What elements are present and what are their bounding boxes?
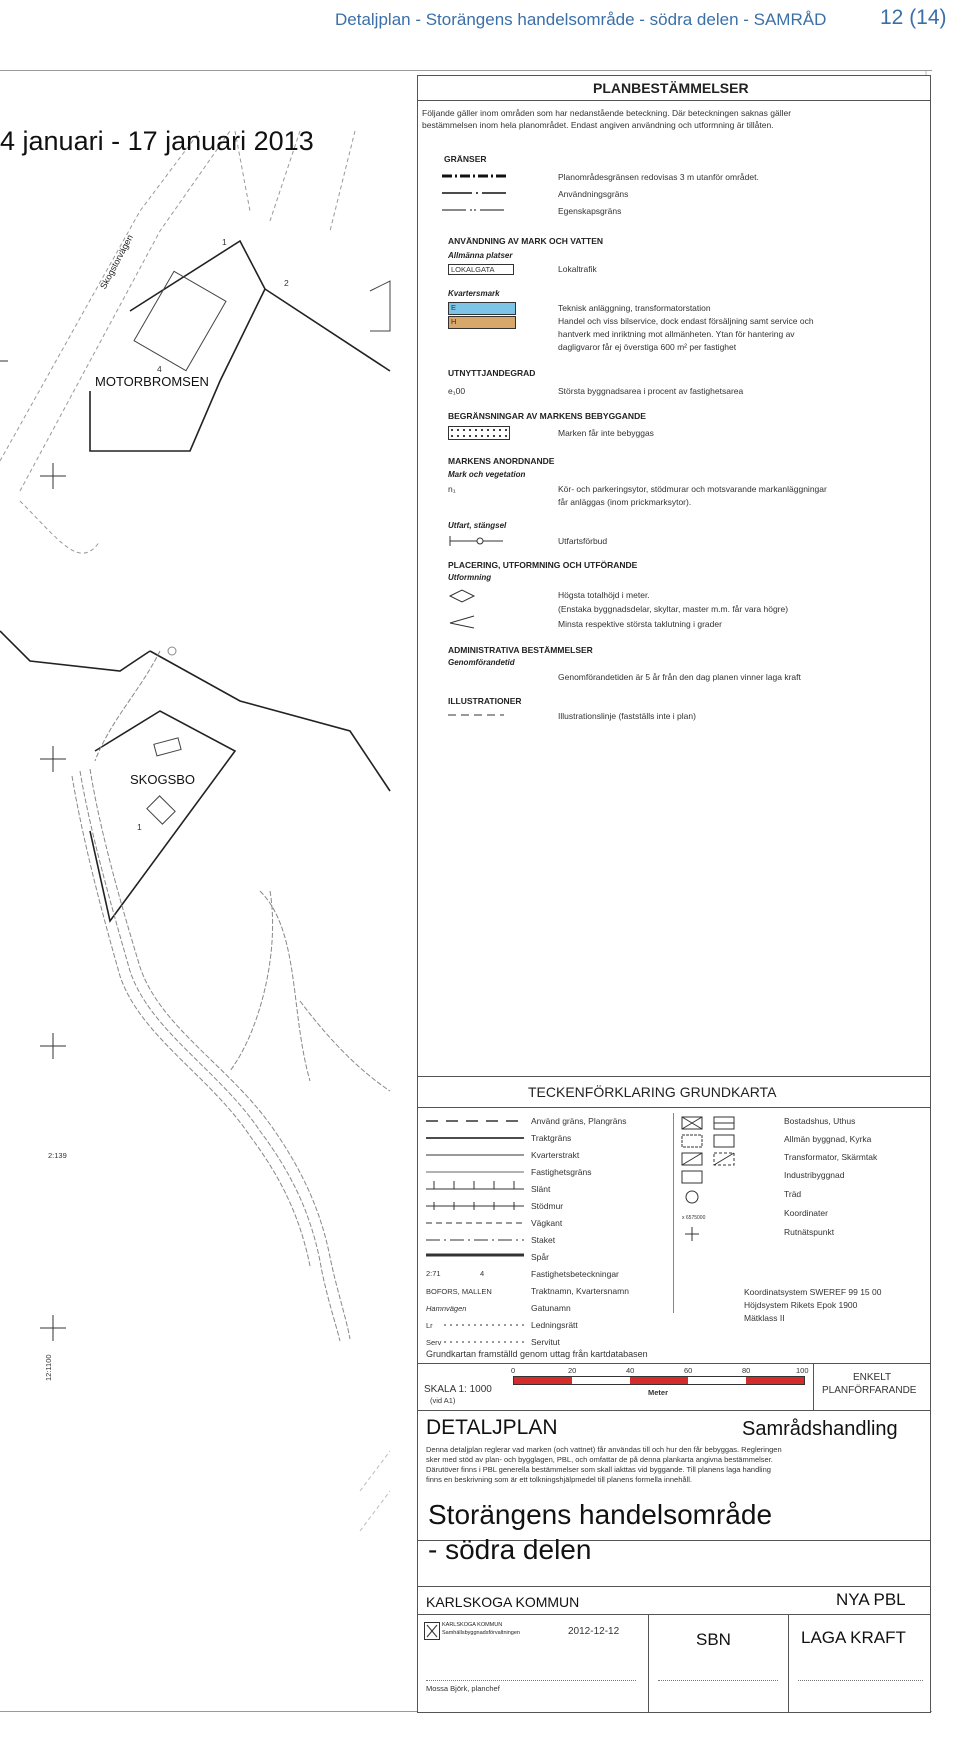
legend-text: Spår (531, 1252, 549, 1262)
logo-text: Samhällsbyggnadsförvaltningen (442, 1630, 520, 1636)
border-line-symbols (442, 170, 512, 216)
teckenforklaring-panel (417, 1076, 931, 1366)
legend-text: Lokaltrafik (558, 264, 597, 274)
legend-text: får anläggas (inom prickmarksytor). (558, 497, 692, 507)
scale-tick: 80 (742, 1366, 751, 1375)
legend-text: Illustrationslinje (fastställs inte i plan) (558, 711, 696, 721)
kommun-label: KARLSKOGA KOMMUN (426, 1594, 580, 1610)
parcel-number: 2 (284, 278, 289, 288)
subsection-heading: Mark och vegetation (448, 470, 526, 479)
legend-text: Industribyggnad (784, 1170, 845, 1180)
legend-text: Ledningsrätt (531, 1320, 578, 1330)
scale-tick: 20 (568, 1366, 577, 1375)
measure-class: Mätklass II (744, 1313, 785, 1323)
description-text: Därutöver finns i PBL generella bestämmelser som skall iakttas vid byggande. Till planens laga handling (426, 1465, 771, 1474)
date-banner: 4 januari - 17 januari 2013 (0, 126, 314, 156)
road-name-label: Skogstorvägen (98, 232, 136, 291)
legend-text: Stödmur (531, 1201, 564, 1211)
legend-text: Bostadshus, Uthus (784, 1116, 856, 1126)
plan-date: 2012-12-12 (568, 1626, 620, 1637)
section-heading: PLACERING, UTFORMNING OCH UTFÖRANDE (448, 560, 638, 570)
legend-text: Kvarterstrakt (531, 1150, 580, 1160)
parcel-number: 1 (222, 237, 227, 247)
legend-text: Allmän byggnad, Kyrka (784, 1134, 872, 1144)
scale-tick: 100 (796, 1366, 809, 1375)
subsection-heading: Genomförandetid (448, 658, 515, 667)
lokalgata-code: LOKALGATA (448, 264, 514, 275)
scale-tick: 0 (511, 1366, 516, 1375)
planforfarande-label: ENKELT (853, 1372, 892, 1383)
legend-text: Använd gräns, Plangräns (531, 1116, 627, 1126)
legend-text: Vägkant (531, 1218, 563, 1228)
plan-sheet (0, 70, 932, 1712)
document-title: Detaljplan - Storängens handelsområde - södra delen - SAMRÅD (335, 10, 827, 29)
section-heading: ILLUSTRATIONER (448, 696, 522, 706)
legend-text: Traktgräns (531, 1133, 572, 1143)
map-symbol-samples (424, 1115, 534, 1355)
legend-text: Användningsgräns (558, 189, 629, 199)
sbn-label: SBN (696, 1630, 731, 1649)
section-heading: ADMINISTRATIVA BESTÄMMELSER (448, 645, 593, 655)
subsection-heading: Utfart, stängsel (448, 521, 507, 530)
svg-text:x 6575000: x 6575000 (682, 1215, 706, 1221)
subsection-heading: Allmänna platser (448, 251, 513, 260)
scale-bar (513, 1376, 805, 1385)
legend-text: Planområdesgränsen redovisas 3 m utanför området. (558, 172, 759, 182)
scale-sub: (vid A1) (430, 1396, 456, 1405)
legend-code: Hamnvägen (426, 1304, 467, 1313)
legend-text: Teknisk anläggning, transformatorstation (558, 303, 711, 313)
legend-text: Staket (531, 1235, 556, 1245)
grundkartan-note: Grundkartan framställd genom uttag från kartdatabasen (426, 1349, 648, 1359)
utfart-symbol (448, 534, 508, 548)
legend-code: Lr (426, 1321, 433, 1330)
legend-text: Minsta respektive största taklutning i grader (558, 619, 722, 629)
legend-code: BOFORS, MALLEN (426, 1287, 492, 1296)
planforfarande-label: PLANFÖRFARANDE (822, 1385, 917, 1396)
prickmark-swatch (448, 426, 510, 440)
description-text: sker med stöd av plan- och bygglagen, PBL, och omfattar de på denna plankarta angivna bestämmelser. (426, 1455, 773, 1464)
legend-text: hantverk med inriktning mot allmänheten. Ytan för hantering av (558, 329, 795, 339)
legend-text: Kör- och parkeringsytor, stödmurar och motsvarande markanläggningar (558, 484, 827, 494)
parcel-number: 4 (157, 364, 162, 374)
description-text: Denna detaljplan reglerar vad marken (och vattnet) får användas till och hur den får bebyggas. Regleringen (426, 1445, 782, 1454)
legend-text: Transformator, Skärmtak (784, 1152, 878, 1162)
scale-tick: 40 (626, 1366, 635, 1375)
kommun-logo-icon (424, 1622, 440, 1640)
description-text: finns en beskrivning som är ett tolkningshjälpmedel till planens formella innehåll. (426, 1475, 692, 1484)
legend-code: 4 (480, 1269, 485, 1278)
skogsbo-label: SKOGSBO (130, 772, 196, 787)
scale-tick: 60 (684, 1366, 693, 1375)
section-heading: BEGRÄNSNINGAR AV MARKENS BEBYGGANDE (448, 411, 646, 421)
legend-text: Fastighetsgräns (531, 1167, 592, 1177)
legend-text: Egenskapsgräns (558, 206, 622, 216)
legend-code: 2:71 (426, 1269, 441, 1278)
scale-label: SKALA 1: 1000 (424, 1384, 492, 1395)
illustration-line-symbol (448, 710, 508, 720)
section-heading: UTNYTTJANDEGRAD (448, 368, 536, 378)
legend-text: Traktnamn, Kvartersnamn (531, 1286, 629, 1296)
coordinate-label: 12:1100 (44, 1354, 53, 1381)
scale-unit: Meter (648, 1388, 669, 1397)
legend-text: Handel och viss bilservice, dock endast försäljning samt service och (558, 316, 814, 326)
plan-name: Storängens handelsområde (428, 1499, 773, 1530)
signer-name: Mossa Björk, planchef (426, 1684, 500, 1693)
legend-text: Största byggnadsarea i procent av fastighetsarea (558, 386, 744, 396)
subsection-heading: Kvartersmark (448, 289, 500, 298)
motorbromsen-label: MOTORBROMSEN (95, 374, 209, 389)
panel-title: PLANBESTÄMMELSER (593, 80, 749, 96)
legend-text: Högsta totalhöjd i meter. (558, 590, 650, 600)
building-symbol-samples (680, 1115, 760, 1245)
legend-code: e₁00 (448, 386, 466, 396)
detaljplan-heading: DETALJPLAN (426, 1416, 558, 1439)
legend-text: Genomförandetiden är 5 år från den dag planen vinner laga kraft (558, 672, 801, 682)
kvarter-h-swatch: H (448, 316, 516, 329)
legend-code: Serv (426, 1338, 442, 1347)
legend-text: Koordinater (784, 1208, 828, 1218)
legend-text: Marken får inte bebyggas (558, 428, 654, 438)
page-number: 12 (14) (880, 6, 947, 29)
legend-text: Servitut (531, 1337, 560, 1347)
section-heading: GRÄNSER (444, 154, 487, 164)
section-heading: ANVÄNDNING AV MARK OCH VATTEN (448, 236, 604, 246)
coordinate-system: Koordinatsystem SWEREF 99 15 00 (744, 1287, 882, 1297)
title-block (417, 1363, 931, 1713)
utformning-symbols (448, 588, 508, 633)
laga-kraft-label: LAGA KRAFT (801, 1628, 906, 1647)
logo-text: KARLSKOGA KOMMUN (442, 1622, 503, 1628)
section-heading: MARKENS ANORDNANDE (448, 456, 555, 466)
height-system: Höjdsystem Rikets Epok 1900 (744, 1300, 858, 1310)
legend-text: Slänt (531, 1184, 551, 1194)
legend-text: Gatunamn (531, 1303, 571, 1313)
legend-text: Utfartsförbud (558, 536, 608, 546)
nya-pbl-label: NYA PBL (836, 1590, 906, 1609)
legend-text: Rutnätspunkt (784, 1227, 835, 1237)
intro-text: bestämmelsen inom hela planområdet. Endast angiven användning och utformning är tillåten. (422, 120, 774, 130)
parcel-number: 1 (137, 822, 142, 832)
legend-text: (Enstaka byggnadsdelar, skyltar, master m.m. får vara högre) (558, 604, 789, 614)
coordinate-label: 2:139 (48, 1151, 67, 1160)
samradshandling-label: Samrådshandling (742, 1418, 898, 1440)
plan-name: - södra delen (428, 1534, 592, 1565)
legend-text: Träd (784, 1189, 802, 1199)
legend-code: n₁ (448, 484, 456, 494)
intro-text: Följande gäller inom områden som har nedanstående beteckning. Där beteckningen saknas gäller (422, 108, 792, 118)
panel-title: TECKENFÖRKLARING GRUNDKARTA (528, 1084, 777, 1100)
document-header (0, 4, 960, 34)
legend-text: dagligvaror får ej överstiga 600 m² per fastighet (558, 342, 737, 352)
legend-text: Fastighetsbeteckningar (531, 1269, 619, 1279)
planbestammelser-panel (417, 75, 931, 1083)
kvarter-e-swatch: E (448, 302, 516, 315)
subsection-heading: Utformning (448, 573, 492, 582)
